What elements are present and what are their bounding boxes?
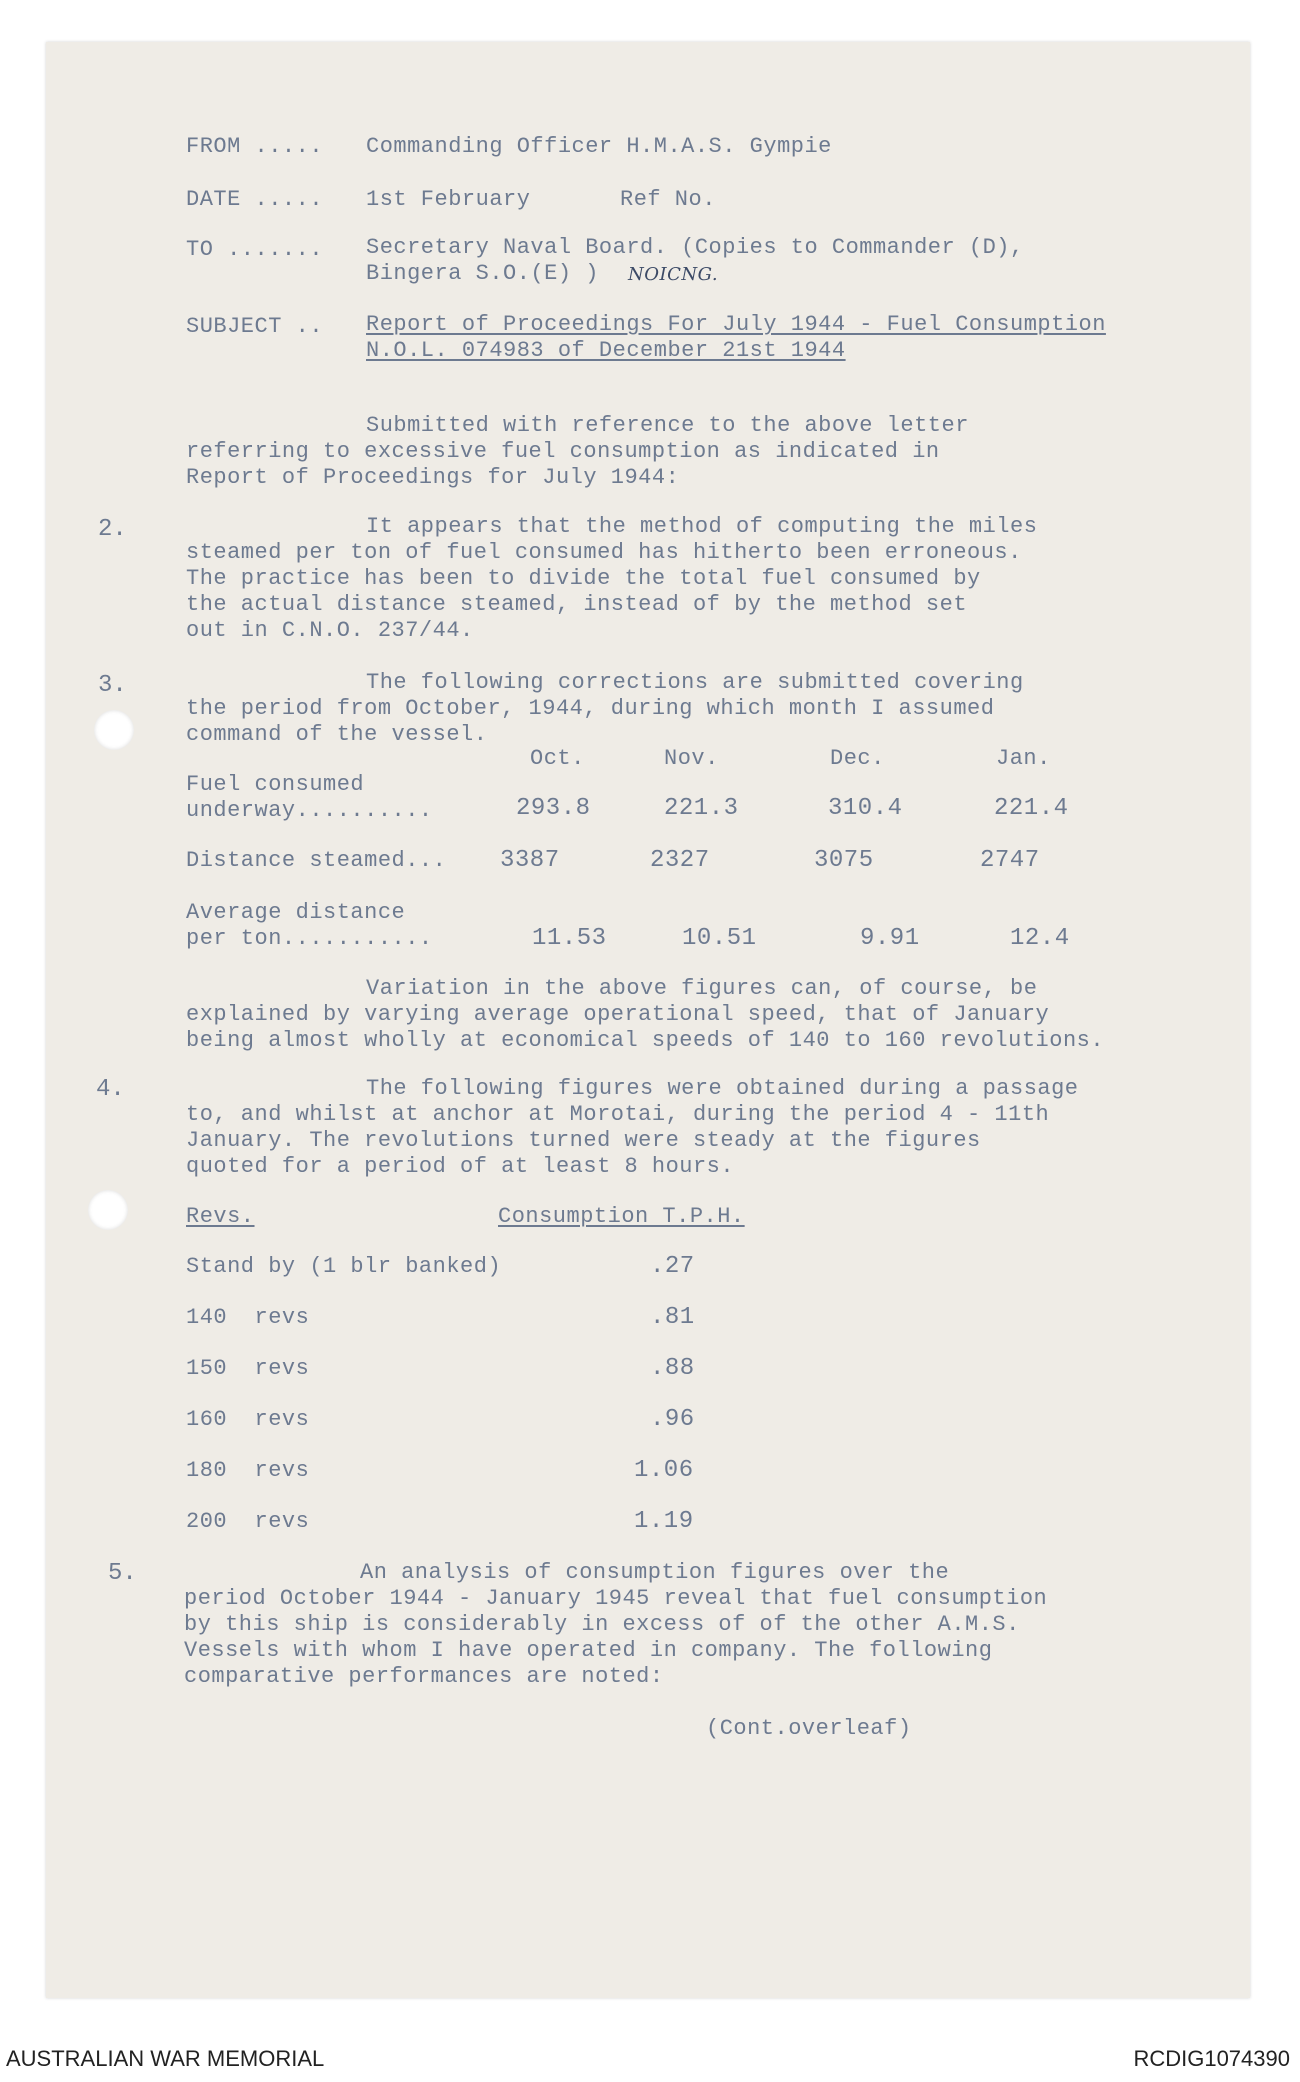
month-jan: Jan. bbox=[996, 746, 1051, 771]
revs-row-standby: Stand by (1 blr banked) bbox=[186, 1254, 502, 1279]
punch-hole-bottom bbox=[88, 1190, 128, 1230]
value-row-150: .88 bbox=[650, 1355, 695, 1382]
para-5-line-5: comparative performances are noted: bbox=[184, 1664, 664, 1689]
average-nov: 10.51 bbox=[682, 925, 757, 952]
average-label-2: per ton........... bbox=[186, 926, 433, 951]
to-handwritten: NOICNG. bbox=[628, 264, 719, 285]
distance-dec: 3075 bbox=[814, 847, 874, 874]
average-jan: 12.4 bbox=[1010, 925, 1070, 952]
value-row-180: 1.06 bbox=[634, 1457, 694, 1484]
para-2-line-4: the actual distance steamed, instead of by the method set bbox=[186, 592, 968, 617]
continued-overleaf: (Cont.overleaf) bbox=[706, 1716, 912, 1741]
variation-line-1: Variation in the above figures can, of course, be bbox=[366, 976, 1038, 1001]
para-5-line-4: Vessels with whom I have operated in company. The following bbox=[184, 1638, 993, 1663]
revs-row-150: 150 revs bbox=[186, 1356, 310, 1381]
punch-hole-top bbox=[94, 710, 134, 750]
fuel-jan: 221.4 bbox=[994, 795, 1069, 822]
para-3-line-2: the period from October, 1944, during which month I assumed bbox=[186, 696, 995, 721]
fuel-label-1: Fuel consumed bbox=[186, 772, 365, 797]
value-row-140: .81 bbox=[650, 1304, 695, 1331]
footer-id: RCDIG1074390 bbox=[1133, 2046, 1290, 2071]
intro-line-2: referring to excessive fuel consumption as indicated in bbox=[186, 439, 940, 464]
para-5-line-1: An analysis of consumption figures over the bbox=[360, 1560, 950, 1585]
para-4-line-3: January. The revolutions turned were steady at the figures bbox=[186, 1128, 981, 1153]
para-3-number: 3. bbox=[98, 672, 127, 699]
variation-line-2: explained by varying average operational speed, that of January bbox=[186, 1002, 1050, 1027]
revs-row-140: 140 revs bbox=[186, 1305, 310, 1330]
para-2-line-1: It appears that the method of computing the miles bbox=[366, 514, 1038, 539]
to-line-2: Bingera S.O.(E) ) bbox=[366, 261, 599, 286]
average-oct: 11.53 bbox=[532, 925, 607, 952]
month-nov: Nov. bbox=[664, 746, 719, 771]
date-label: DATE ..... bbox=[186, 187, 324, 212]
value-row-200: 1.19 bbox=[634, 1508, 694, 1535]
average-dec: 9.91 bbox=[860, 925, 920, 952]
revs-row-200: 200 revs bbox=[186, 1509, 310, 1534]
distance-jan: 2747 bbox=[980, 847, 1040, 874]
subject-line-1: Report of Proceedings For July 1944 - Fuel Consumption bbox=[366, 312, 1106, 337]
revs-row-160: 160 revs bbox=[186, 1407, 310, 1432]
month-dec: Dec. bbox=[830, 746, 885, 771]
value-row-160: .96 bbox=[650, 1406, 695, 1433]
para-4-line-1: The following figures were obtained during a passage bbox=[366, 1076, 1079, 1101]
para-2-line-5: out in C.N.O. 237/44. bbox=[186, 618, 474, 643]
fuel-label-2: underway.......... bbox=[186, 798, 433, 823]
to-label: TO ....... bbox=[186, 237, 324, 262]
para-3-line-1: The following corrections are submitted covering bbox=[366, 670, 1024, 695]
distance-oct: 3387 bbox=[500, 847, 560, 874]
fuel-dec: 310.4 bbox=[828, 795, 903, 822]
from-value: Commanding Officer H.M.A.S. Gympie bbox=[366, 134, 832, 159]
fuel-oct: 293.8 bbox=[516, 795, 591, 822]
para-2-line-3: The practice has been to divide the total fuel consumed by bbox=[186, 566, 981, 591]
ref-label: Ref No. bbox=[620, 187, 716, 212]
to-line-1: Secretary Naval Board. (Copies to Commander (D), bbox=[366, 235, 1024, 260]
month-oct: Oct. bbox=[530, 746, 585, 771]
variation-line-3: being almost wholly at economical speeds of 140 to 160 revolutions. bbox=[186, 1028, 1105, 1053]
distance-label: Distance steamed... bbox=[186, 848, 447, 873]
para-2-line-2: steamed per ton of fuel consumed has hitherto been erroneous. bbox=[186, 540, 1022, 565]
para-5-line-3: by this ship is considerably in excess of of the other A.M.S. bbox=[184, 1612, 1020, 1637]
from-label: FROM ..... bbox=[186, 134, 324, 159]
distance-nov: 2327 bbox=[650, 847, 710, 874]
date-value: 1st February bbox=[366, 187, 531, 212]
consumption-column-header: Consumption T.P.H. bbox=[498, 1204, 745, 1229]
para-5-number: 5. bbox=[108, 1560, 137, 1587]
para-2-number: 2. bbox=[98, 516, 127, 543]
para-4-number: 4. bbox=[96, 1076, 125, 1103]
para-4-line-4: quoted for a period of at least 8 hours. bbox=[186, 1154, 735, 1179]
revs-column-header: Revs. bbox=[186, 1204, 255, 1229]
intro-line-1: Submitted with reference to the above letter bbox=[366, 413, 969, 438]
value-row-standby: .27 bbox=[650, 1253, 695, 1280]
revs-row-180: 180 revs bbox=[186, 1458, 310, 1483]
para-3-line-3: command of the vessel. bbox=[186, 722, 488, 747]
average-label-1: Average distance bbox=[186, 900, 406, 925]
para-5-line-2: period October 1944 - January 1945 reveal that fuel consumption bbox=[184, 1586, 1048, 1611]
footer-source: AUSTRALIAN WAR MEMORIAL bbox=[6, 2046, 325, 2071]
subject-label: SUBJECT .. bbox=[186, 314, 324, 339]
subject-line-2: N.O.L. 074983 of December 21st 1944 bbox=[366, 338, 846, 363]
para-4-line-2: to, and whilst at anchor at Morotai, during the period 4 - 11th bbox=[186, 1102, 1050, 1127]
intro-line-3: Report of Proceedings for July 1944: bbox=[186, 465, 680, 490]
fuel-nov: 221.3 bbox=[664, 795, 739, 822]
